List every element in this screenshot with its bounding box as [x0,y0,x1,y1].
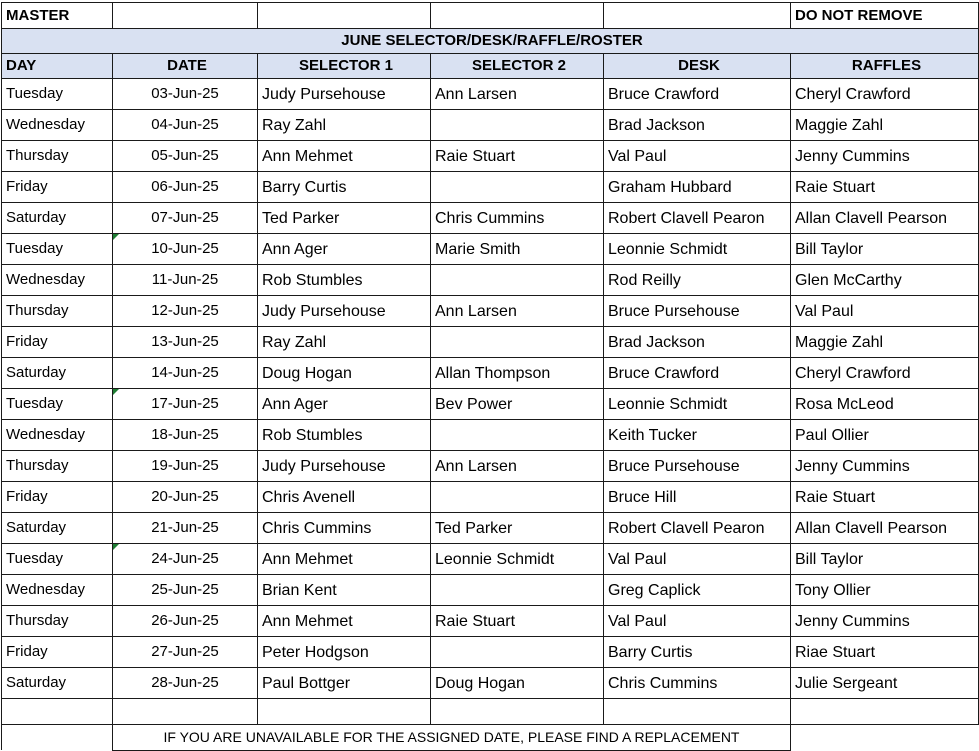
desk-cell[interactable]: Bruce Hill [604,482,791,513]
selector-2-cell[interactable]: Raie Stuart [431,141,604,172]
empty-cell[interactable] [113,699,258,725]
master-row [2,3,979,29]
selector-2-cell[interactable]: Bev Power [431,389,604,420]
raffles-cell[interactable]: Cheryl Crawford [791,79,979,110]
table-row [2,544,979,575]
day-cell[interactable]: Friday [2,327,113,358]
date-cell[interactable]: 12-Jun-25 [113,296,258,327]
selector-2-cell[interactable]: Ann Larsen [431,79,604,110]
desk-cell[interactable]: Bruce Crawford [604,358,791,389]
day-cell[interactable]: Friday [2,482,113,513]
selector-1-cell[interactable]: Paul Bottger [258,668,431,699]
day-cell[interactable]: Thursday [2,451,113,482]
raffles-cell[interactable]: Riae Stuart [791,637,979,668]
date-cell[interactable]: 11-Jun-25 [113,265,258,296]
desk-cell[interactable]: Val Paul [604,606,791,637]
selector-2-cell[interactable] [431,172,604,203]
table-row [2,606,979,637]
selector-1-cell[interactable]: Ann Ager [258,389,431,420]
day-cell[interactable]: Tuesday [2,234,113,265]
sheet-title[interactable]: JUNE SELECTOR/DESK/RAFFLE/ROSTER [2,29,979,54]
selector-2-cell[interactable]: Chris Cummins [431,203,604,234]
selector-1-cell[interactable]: Judy Pursehouse [258,451,431,482]
raffles-cell[interactable]: Allan Clavell Pearson [791,513,979,544]
selector-1-cell[interactable]: Ray Zahl [258,110,431,141]
selector-2-cell[interactable]: Leonnie Schmidt [431,544,604,575]
table-row [2,296,979,327]
date-cell[interactable]: 04-Jun-25 [113,110,258,141]
selector-1-cell[interactable]: Ray Zahl [258,327,431,358]
table-row [2,482,979,513]
raffles-cell[interactable]: Bill Taylor [791,234,979,265]
selector-1-cell[interactable]: Doug Hogan [258,358,431,389]
table-row [2,265,979,296]
date-cell[interactable] [113,389,258,420]
table-row [2,79,979,110]
selector-1-cell[interactable]: Chris Cummins [258,513,431,544]
raffles-cell[interactable]: Cheryl Crawford [791,358,979,389]
desk-cell[interactable]: Robert Clavell Pearon [604,203,791,234]
desk-cell[interactable]: Graham Hubbard [604,172,791,203]
empty-cell[interactable] [791,699,979,725]
comment-indicator-icon [113,234,119,240]
date-cell[interactable]: 26-Jun-25 [113,606,258,637]
date-cell[interactable]: 07-Jun-25 [113,203,258,234]
selector-2-cell[interactable]: Allan Thompson [431,358,604,389]
table-row [2,513,979,544]
date-text: 17-Jun-25 [151,395,219,412]
desk-cell[interactable]: Greg Caplick [604,575,791,606]
date-cell[interactable] [113,234,258,265]
table-row [2,141,979,172]
day-cell[interactable]: Wednesday [2,110,113,141]
date-cell[interactable]: 13-Jun-25 [113,327,258,358]
date-cell[interactable]: 20-Jun-25 [113,482,258,513]
raffles-cell[interactable]: Raie Stuart [791,482,979,513]
date-cell[interactable]: 18-Jun-25 [113,420,258,451]
header-desk[interactable]: DESK [604,54,791,79]
desk-cell[interactable]: Keith Tucker [604,420,791,451]
selector-2-cell[interactable] [431,637,604,668]
selector-2-cell[interactable]: Ann Larsen [431,296,604,327]
desk-cell[interactable]: Chris Cummins [604,668,791,699]
selector-1-cell[interactable]: Peter Hodgson [258,637,431,668]
desk-cell[interactable]: Brad Jackson [604,110,791,141]
comment-indicator-icon [113,389,119,395]
date-cell[interactable]: 25-Jun-25 [113,575,258,606]
empty-cell[interactable] [604,3,791,29]
selector-1-cell[interactable]: Ann Mehmet [258,544,431,575]
footer-row [2,725,979,751]
desk-cell[interactable]: Val Paul [604,544,791,575]
title-row [2,29,979,54]
selector-2-cell[interactable]: Doug Hogan [431,668,604,699]
table-row [2,451,979,482]
raffles-cell[interactable]: Bill Taylor [791,544,979,575]
table-row [2,389,979,420]
selector-2-cell[interactable]: Ann Larsen [431,451,604,482]
selector-2-cell[interactable] [431,575,604,606]
day-cell[interactable]: Thursday [2,296,113,327]
selector-1-cell[interactable]: Ann Mehmet [258,606,431,637]
selector-1-cell[interactable]: Brian Kent [258,575,431,606]
date-text: 24-Jun-25 [151,550,219,567]
raffles-cell[interactable]: Jenny Cummins [791,606,979,637]
desk-cell[interactable]: Robert Clavell Pearon [604,513,791,544]
comment-indicator-icon [113,544,119,550]
header-date[interactable]: DATE [113,54,258,79]
selector-1-cell[interactable]: Ann Ager [258,234,431,265]
raffles-cell[interactable]: Jenny Cummins [791,451,979,482]
raffles-cell[interactable]: Paul Ollier [791,420,979,451]
selector-1-cell[interactable]: Rob Stumbles [258,420,431,451]
date-cell[interactable]: 27-Jun-25 [113,637,258,668]
raffles-cell[interactable]: Maggie Zahl [791,110,979,141]
desk-cell[interactable]: Brad Jackson [604,327,791,358]
selector-1-cell[interactable]: Rob Stumbles [258,265,431,296]
master-cell[interactable]: MASTER [2,3,113,29]
selector-2-cell[interactable]: Raie Stuart [431,606,604,637]
header-selector-1[interactable]: SELECTOR 1 [258,54,431,79]
date-cell[interactable]: 03-Jun-25 [113,79,258,110]
selector-1-cell[interactable]: Chris Avenell [258,482,431,513]
header-raffles[interactable]: RAFFLES [791,54,979,79]
day-cell[interactable]: Friday [2,637,113,668]
day-cell[interactable]: Wednesday [2,265,113,296]
day-cell[interactable]: Tuesday [2,544,113,575]
raffles-cell[interactable]: Raie Stuart [791,172,979,203]
table-row [2,637,979,668]
day-cell[interactable]: Tuesday [2,79,113,110]
date-cell[interactable] [113,544,258,575]
table-row [2,420,979,451]
empty-cell[interactable] [431,3,604,29]
day-cell[interactable]: Thursday [2,141,113,172]
raffles-cell[interactable]: Rosa McLeod [791,389,979,420]
empty-cell[interactable] [258,699,431,725]
raffles-cell[interactable]: Julie Sergeant [791,668,979,699]
selector-1-cell[interactable]: Ann Mehmet [258,141,431,172]
table-row [2,575,979,606]
day-cell[interactable]: Friday [2,172,113,203]
empty-cell[interactable] [113,3,258,29]
empty-cell[interactable] [258,3,431,29]
day-cell[interactable]: Wednesday [2,575,113,606]
empty-cell[interactable] [431,699,604,725]
date-cell[interactable]: 21-Jun-25 [113,513,258,544]
selector-2-cell[interactable] [431,265,604,296]
day-cell[interactable]: Tuesday [2,389,113,420]
header-day[interactable]: DAY [2,54,113,79]
date-text: 10-Jun-25 [151,240,219,257]
raffles-cell[interactable]: Maggie Zahl [791,327,979,358]
selector-1-cell[interactable]: Ted Parker [258,203,431,234]
table-row [2,203,979,234]
selector-2-cell[interactable]: Marie Smith [431,234,604,265]
selector-2-cell[interactable] [431,327,604,358]
table-row [2,234,979,265]
table-row [2,358,979,389]
desk-cell[interactable]: Barry Curtis [604,637,791,668]
roster-table [1,2,979,751]
selector-2-cell[interactable] [431,420,604,451]
replacement-notice[interactable]: IF YOU ARE UNAVAILABLE FOR THE ASSIGNED DATE, PLEASE FIND A REPLACEMENT [113,725,791,751]
selector-1-cell[interactable]: Judy Pursehouse [258,79,431,110]
selector-2-cell[interactable] [431,110,604,141]
table-row [2,327,979,358]
empty-cell[interactable] [2,725,113,751]
raffles-cell[interactable]: Allan Clavell Pearson [791,203,979,234]
desk-cell[interactable]: Bruce Crawford [604,79,791,110]
desk-cell[interactable]: Bruce Pursehouse [604,451,791,482]
desk-cell[interactable]: Bruce Pursehouse [604,296,791,327]
do-not-remove-cell[interactable]: DO NOT REMOVE [791,3,979,29]
blank-row [2,699,979,725]
raffles-cell[interactable]: Jenny Cummins [791,141,979,172]
table-row [2,110,979,141]
date-cell[interactable]: 06-Jun-25 [113,172,258,203]
date-cell[interactable]: 19-Jun-25 [113,451,258,482]
raffles-cell[interactable]: Val Paul [791,296,979,327]
day-cell[interactable]: Wednesday [2,420,113,451]
desk-cell[interactable]: Val Paul [604,141,791,172]
day-cell[interactable]: Saturday [2,203,113,234]
header-row [2,54,979,79]
empty-cell[interactable] [604,699,791,725]
selector-1-cell[interactable]: Barry Curtis [258,172,431,203]
table-row [2,172,979,203]
day-cell[interactable]: Saturday [2,513,113,544]
date-cell[interactable]: 28-Jun-25 [113,668,258,699]
raffles-cell[interactable]: Tony Ollier [791,575,979,606]
header-selector-2[interactable]: SELECTOR 2 [431,54,604,79]
date-cell[interactable]: 14-Jun-25 [113,358,258,389]
selector-1-cell[interactable]: Judy Pursehouse [258,296,431,327]
day-cell[interactable]: Saturday [2,358,113,389]
day-cell[interactable]: Thursday [2,606,113,637]
empty-cell[interactable] [2,699,113,725]
selector-2-cell[interactable]: Ted Parker [431,513,604,544]
desk-cell[interactable]: Leonnie Schmidt [604,389,791,420]
date-cell[interactable]: 05-Jun-25 [113,141,258,172]
empty-cell[interactable] [791,725,979,751]
desk-cell[interactable]: Leonnie Schmidt [604,234,791,265]
raffles-cell[interactable]: Glen McCarthy [791,265,979,296]
day-cell[interactable]: Saturday [2,668,113,699]
desk-cell[interactable]: Rod Reilly [604,265,791,296]
selector-2-cell[interactable] [431,482,604,513]
table-row [2,668,979,699]
